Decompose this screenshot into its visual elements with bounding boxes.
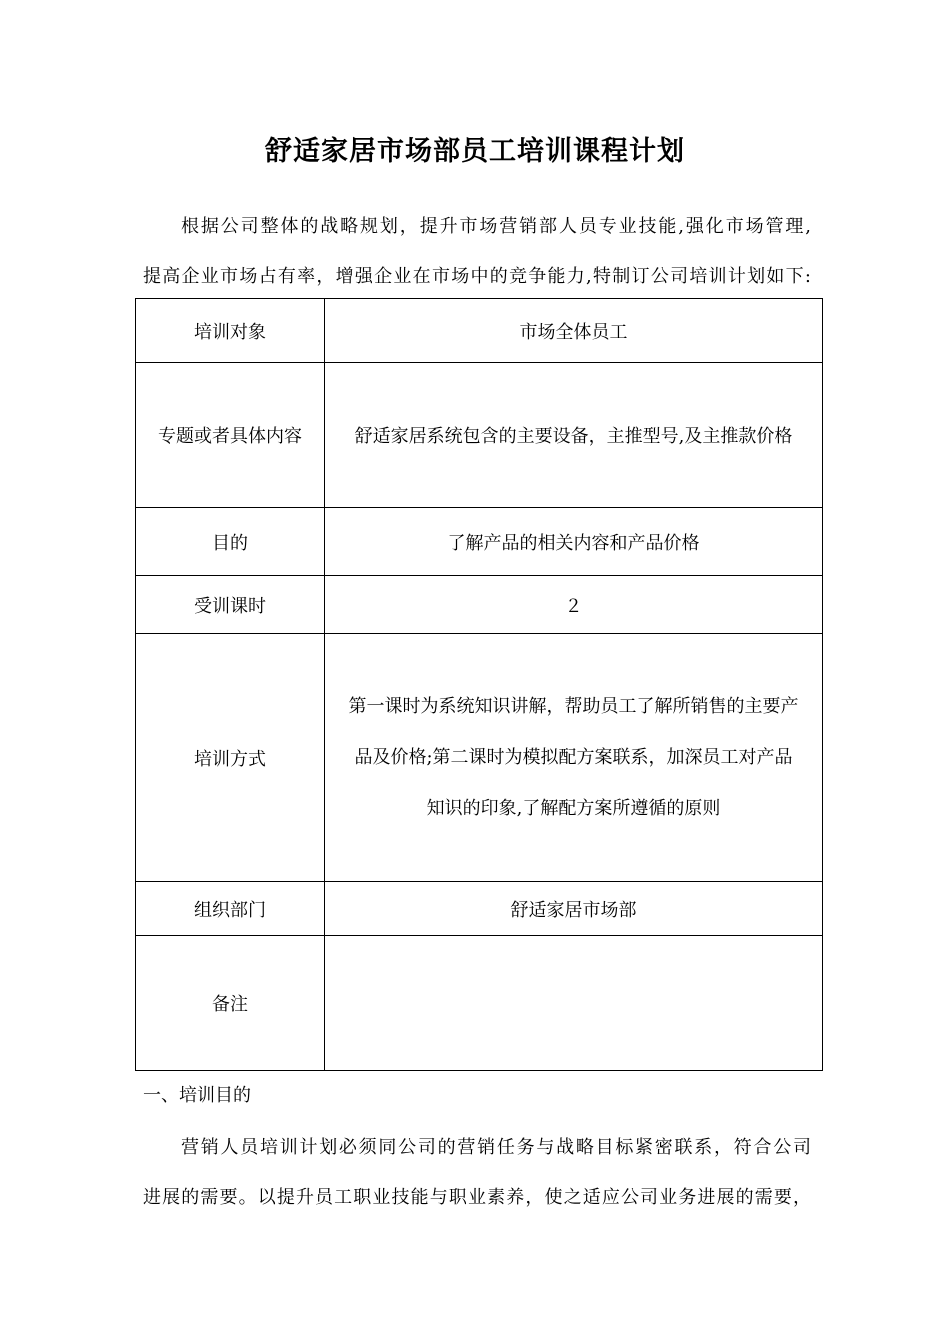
row-label: 组织部门 (136, 882, 325, 936)
row-value (325, 936, 823, 1071)
table-row-method (136, 634, 823, 882)
row-label: 培训方式 (136, 634, 325, 882)
intro-line: 根据公司整体的战略规划，提升市场营销部人员专业技能,强化市场管理, (181, 216, 811, 237)
method-line: 第一课时为系统知识讲解，帮助员工了解所销售的主要产 (348, 696, 799, 717)
row-value: 舒适家居系统包含的主要设备，主推型号,及主推款价格 (325, 363, 823, 508)
row-value-multiline (325, 634, 823, 882)
section-heading: 一、培训目的 (143, 1085, 251, 1106)
row-value: ２ (325, 576, 823, 634)
table-row-hours (136, 576, 823, 634)
row-label: 目的 (136, 508, 325, 576)
paragraph-line: 营销人员培训计划必须同公司的营销任务与战略目标紧密联系，符合公司 (181, 1137, 811, 1158)
paragraph-line: 进展的需要。以提升员工职业技能与职业素养，使之适应公司业务进展的需要， (143, 1187, 811, 1208)
table-row-content (136, 363, 823, 508)
training-plan-table (135, 298, 823, 1071)
intro-line: 提高企业市场占有率，增强企业在市场中的竞争能力,特制订公司培训计划如下: (143, 266, 811, 287)
row-value: 了解产品的相关内容和产品价格 (325, 508, 823, 576)
document-title: 舒适家居市场部员工培训课程计划 (265, 136, 685, 167)
row-label: 受训课时 (136, 576, 325, 634)
row-value: 市场全体员工 (325, 299, 823, 363)
row-value: 舒适家居市场部 (325, 882, 823, 936)
table-row-notes (136, 936, 823, 1071)
method-line: 知识的印象,了解配方案所遵循的原则 (426, 798, 721, 819)
row-label: 专题或者具体内容 (136, 363, 325, 508)
section-paragraph (143, 1123, 811, 1223)
table-row-target (136, 299, 823, 363)
row-label: 培训对象 (136, 299, 325, 363)
table-row-department (136, 882, 823, 936)
table-row-purpose (136, 508, 823, 576)
intro-paragraph (143, 202, 811, 302)
method-line: 品及价格;第二课时为模拟配方案联系，加深员工对产品 (354, 747, 793, 768)
row-label: 备注 (136, 936, 325, 1071)
